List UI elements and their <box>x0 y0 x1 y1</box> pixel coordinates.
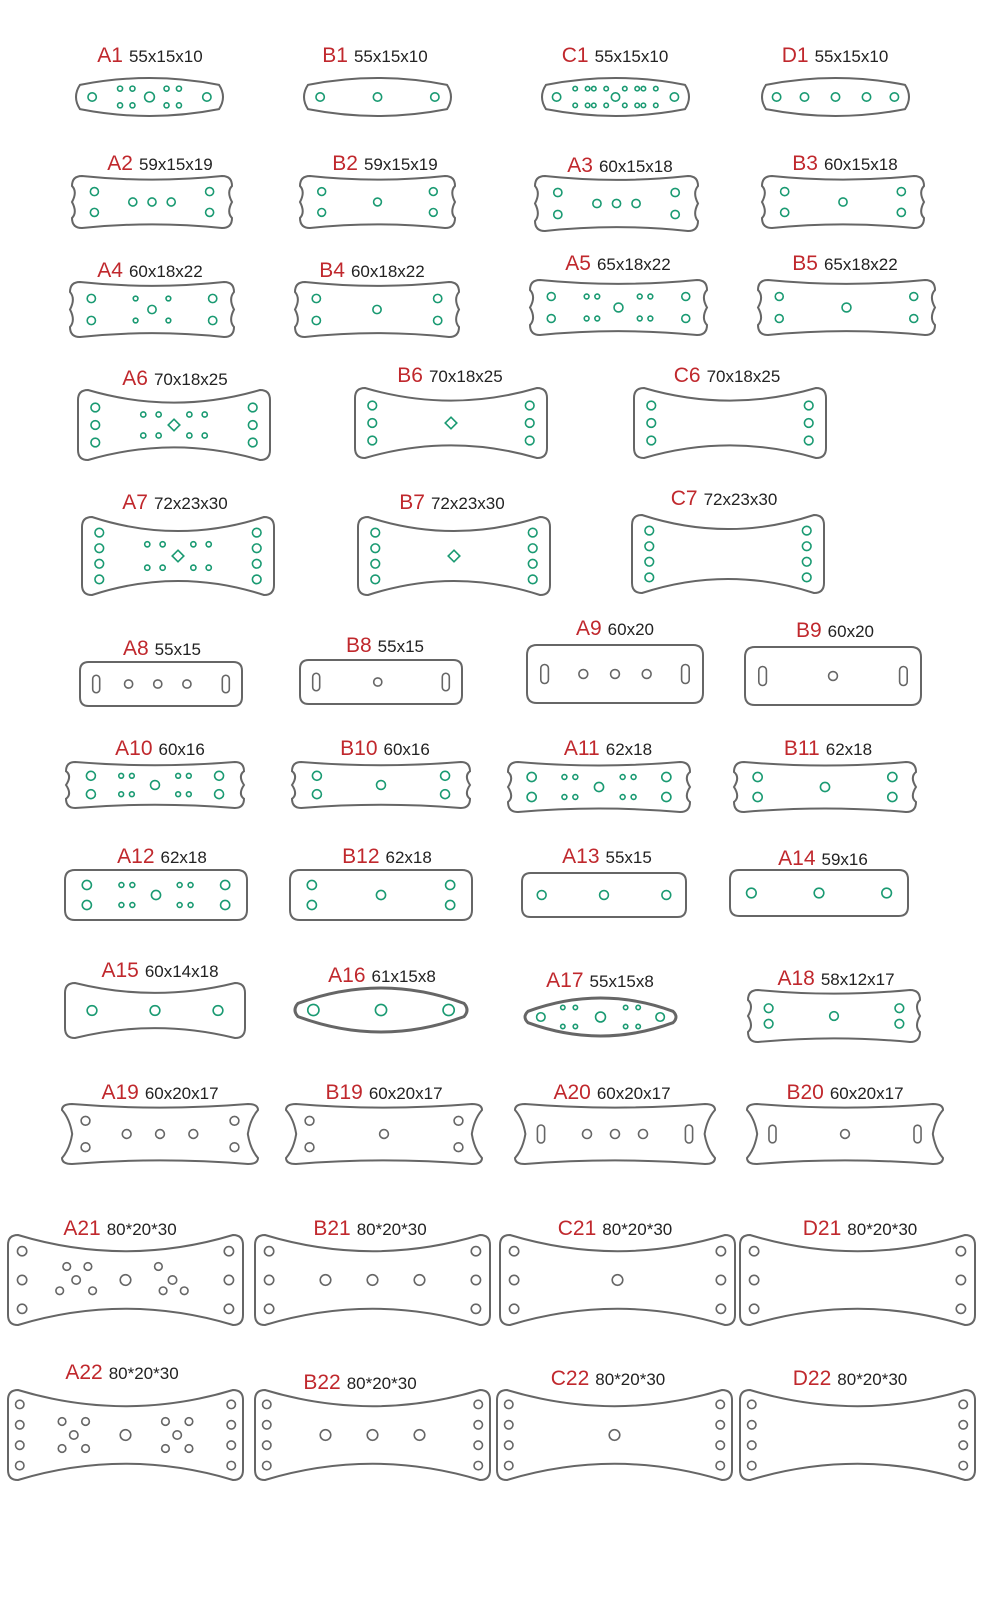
part-outline-shape <box>732 760 918 814</box>
part-dimension: 60x16 <box>383 740 430 759</box>
part-label <box>346 635 424 656</box>
part-code: B4 <box>319 259 345 282</box>
part-label <box>340 738 430 759</box>
part-code: B8 <box>345 634 372 657</box>
part-dimension: 62x18 <box>160 848 207 867</box>
part-outline-shape <box>60 1102 260 1166</box>
part-dimension: 80*20*30 <box>108 1364 179 1383</box>
part-dimension: 70x18x25 <box>706 367 781 386</box>
part-dimension: 80*20*30 <box>346 1374 417 1393</box>
part-code: B6 <box>397 364 423 387</box>
part-dimension: 70x18x25 <box>153 370 228 389</box>
part-code: B10 <box>340 737 378 760</box>
part-code: D21 <box>802 1217 842 1240</box>
part-outline <box>734 762 916 812</box>
part-label <box>792 153 897 174</box>
part-dimension: 55x15 <box>605 848 652 867</box>
part-outline <box>748 990 920 1042</box>
part-outline-shape <box>743 645 923 707</box>
part-dimension: 80*20*30 <box>595 1370 666 1389</box>
part-code: C21 <box>557 1217 597 1240</box>
part-dimension: 72x23x30 <box>153 494 228 513</box>
part-code: A8 <box>122 637 149 660</box>
part-dimension: 55x15x10 <box>353 47 428 66</box>
part-outline <box>8 1390 243 1480</box>
part-outline <box>740 1235 975 1325</box>
part-outline-shape <box>728 868 910 918</box>
part-outline <box>80 662 242 706</box>
part-outline <box>535 176 698 231</box>
part-code: B9 <box>795 619 822 642</box>
part-outline-shape <box>290 760 472 810</box>
part-label <box>115 738 205 759</box>
part-label <box>551 1368 666 1389</box>
part-outline <box>8 1235 243 1325</box>
part-outline <box>762 78 909 116</box>
part-outline <box>255 1390 490 1480</box>
part-label <box>562 45 669 66</box>
part-outline-shape <box>520 996 681 1038</box>
part-outline <box>497 1390 732 1480</box>
part-code: A19 <box>101 1081 139 1104</box>
part-outline-shape <box>533 174 700 233</box>
part-code: A7 <box>122 491 148 514</box>
part-dimension: 55x15x8 <box>589 972 654 991</box>
part-dimension: 59x15x19 <box>363 155 438 174</box>
part-outline <box>508 762 690 812</box>
part-label <box>122 368 227 389</box>
part-code: A18 <box>777 967 815 990</box>
part-dimension: 60x18x22 <box>128 262 203 281</box>
part-label <box>567 155 672 176</box>
part-dimension: 80*20*30 <box>602 1220 673 1239</box>
part-outline-shape <box>298 658 464 706</box>
part-code: C6 <box>673 364 701 387</box>
part-outline-shape <box>63 981 247 1040</box>
part-label <box>101 1082 218 1103</box>
part-dimension: 55x15x10 <box>594 47 669 66</box>
part-code: A17 <box>546 969 584 992</box>
part-outline-shape <box>528 278 709 337</box>
part-code: A22 <box>65 1361 103 1384</box>
part-dimension: 60x14x18 <box>144 962 219 981</box>
part-outline-shape <box>70 174 234 230</box>
part-outline <box>82 517 274 595</box>
part-outline <box>72 176 232 228</box>
part-outline-shape <box>70 76 229 118</box>
part-outline <box>76 78 223 116</box>
part-dimension: 60x15x18 <box>823 155 898 174</box>
part-outline <box>62 1104 258 1164</box>
part-label <box>342 846 432 867</box>
part-code: B12 <box>342 845 380 868</box>
part-dimension: 80*20*30 <box>356 1220 427 1239</box>
part-label <box>328 965 436 986</box>
part-dimension: 72x23x30 <box>703 490 778 509</box>
part-code: B11 <box>783 737 820 760</box>
part-label <box>792 253 897 274</box>
part-code: B2 <box>332 152 358 175</box>
part-dimension: 60x20 <box>827 622 875 641</box>
part-code: A6 <box>122 367 148 390</box>
part-outline-shape <box>80 515 276 597</box>
part-code: C22 <box>550 1367 590 1390</box>
part-dimension: 62x18 <box>385 848 432 867</box>
part-outline <box>758 280 935 335</box>
part-outline <box>286 1104 482 1164</box>
part-code: A3 <box>567 154 593 177</box>
part-outline <box>542 78 689 116</box>
part-dimension: 59x16 <box>821 850 868 869</box>
part-dimension: 62x18 <box>605 740 653 759</box>
part-dimension: 60x20x17 <box>829 1084 904 1103</box>
part-label <box>565 253 670 274</box>
part-outline-shape <box>738 1233 977 1327</box>
part-label <box>796 620 874 641</box>
part-outline-shape <box>756 76 915 118</box>
part-dimension: 55x15x10 <box>814 47 889 66</box>
part-code: A4 <box>97 259 123 282</box>
part-label <box>65 1362 178 1383</box>
part-outline-shape <box>632 386 828 460</box>
part-code: A12 <box>117 845 155 868</box>
part-outline <box>358 517 550 595</box>
part-outline <box>355 388 547 458</box>
part-outline <box>745 647 921 705</box>
part-code: A16 <box>328 964 366 987</box>
part-outline-shape <box>253 1388 492 1482</box>
part-code: A11 <box>563 737 600 760</box>
part-label <box>671 488 778 509</box>
part-dimension: 60x20x17 <box>596 1084 671 1103</box>
part-label <box>97 260 202 281</box>
part-outline-shape <box>760 174 926 230</box>
part-outline <box>292 762 470 808</box>
part-dimension: 61x15x8 <box>371 967 436 986</box>
part-code: D1 <box>781 44 809 67</box>
part-code: A1 <box>97 44 123 67</box>
part-outline <box>762 176 924 228</box>
part-code: D22 <box>792 1367 832 1390</box>
part-outline-shape <box>6 1388 245 1482</box>
part-dimension: 60x16 <box>158 740 205 759</box>
part-label <box>546 970 654 991</box>
part-dimension: 70x18x25 <box>428 367 503 386</box>
part-label <box>122 492 227 513</box>
part-code: B21 <box>313 1217 351 1240</box>
part-label <box>97 45 202 66</box>
part-outline-shape <box>756 278 937 337</box>
part-label <box>674 365 781 386</box>
part-code: A9 <box>575 617 602 640</box>
part-code: B22 <box>303 1371 341 1394</box>
part-code: B1 <box>322 44 348 67</box>
part-outline <box>740 1390 975 1480</box>
part-code: B3 <box>792 152 818 175</box>
part-outline-shape <box>64 760 246 810</box>
part-outline <box>634 388 826 458</box>
part-outline-shape <box>63 868 249 922</box>
part-label <box>784 738 872 759</box>
part-label <box>101 960 218 981</box>
part-outline-shape <box>520 871 688 919</box>
part-outline-shape <box>290 986 472 1034</box>
part-outline-shape <box>738 1388 977 1482</box>
part-outline <box>525 998 676 1036</box>
part-outline <box>304 78 451 116</box>
part-code: A21 <box>63 1217 101 1240</box>
part-code: B5 <box>792 252 818 275</box>
part-outline <box>290 870 472 920</box>
part-label <box>562 846 652 867</box>
part-outline-shape <box>745 1102 945 1166</box>
part-outline-shape <box>506 760 692 814</box>
part-label <box>325 1082 442 1103</box>
part-label <box>576 618 654 639</box>
part-dimension: 60x20x17 <box>144 1084 219 1103</box>
part-label <box>777 968 894 989</box>
part-code: B7 <box>399 491 425 514</box>
part-dimension: 59x15x19 <box>138 155 213 174</box>
part-label <box>793 1368 908 1389</box>
part-outline-shape <box>495 1388 734 1482</box>
part-outline-shape <box>76 388 272 462</box>
part-outline <box>527 645 703 703</box>
part-dimension: 65x18x22 <box>596 255 671 274</box>
part-outline-shape <box>630 513 826 595</box>
part-outline-shape <box>513 1102 717 1166</box>
part-outline <box>530 280 707 335</box>
part-label <box>564 738 652 759</box>
part-dimension: 58x12x17 <box>820 970 895 989</box>
part-code: C1 <box>561 44 589 67</box>
part-dimension: 72x23x30 <box>430 494 505 513</box>
part-code: A2 <box>107 152 133 175</box>
part-outline-shape <box>525 643 705 705</box>
part-outline <box>78 390 270 460</box>
part-outline-shape <box>284 1102 484 1166</box>
part-label <box>123 638 201 659</box>
part-outline-shape <box>288 868 474 922</box>
part-code: A10 <box>115 737 153 760</box>
part-outline <box>65 983 245 1038</box>
part-outline <box>255 1235 490 1325</box>
part-outline-shape <box>298 76 457 118</box>
part-code: B19 <box>325 1081 363 1104</box>
part-label <box>332 153 437 174</box>
part-dimension: 65x18x22 <box>823 255 898 274</box>
part-outline-shape <box>253 1233 492 1327</box>
part-outline-shape <box>6 1233 245 1327</box>
part-dimension: 60x18x22 <box>350 262 425 281</box>
part-outline-shape <box>78 660 244 708</box>
part-label <box>107 153 212 174</box>
part-label <box>117 846 207 867</box>
part-outline <box>300 660 462 704</box>
part-code: B20 <box>786 1081 824 1104</box>
part-dimension: 80*20*30 <box>106 1220 177 1239</box>
part-outline-shape <box>746 988 922 1044</box>
part-outline <box>295 282 459 337</box>
part-label <box>399 492 504 513</box>
part-outline <box>632 515 824 593</box>
part-outline <box>66 762 244 808</box>
part-dimension: 80*20*30 <box>837 1370 908 1389</box>
part-label <box>397 365 502 386</box>
part-label <box>319 260 424 281</box>
part-outline <box>65 870 247 920</box>
part-label <box>553 1082 670 1103</box>
part-label <box>782 45 889 66</box>
part-outline-shape <box>293 280 461 339</box>
part-outline <box>295 988 467 1032</box>
part-outline-shape <box>353 386 549 460</box>
part-dimension: 60x20 <box>607 620 655 639</box>
part-code: A20 <box>553 1081 591 1104</box>
part-code: A14 <box>778 847 816 870</box>
part-dimension: 60x15x18 <box>598 157 673 176</box>
part-dimension: 80*20*30 <box>847 1220 918 1239</box>
part-label <box>786 1082 903 1103</box>
part-dimension: 60x20x17 <box>368 1084 443 1103</box>
part-label <box>322 45 427 66</box>
part-outline-shape <box>498 1233 737 1327</box>
part-dimension: 55x15 <box>154 640 202 659</box>
part-outline-shape <box>536 76 695 118</box>
part-outline <box>300 176 455 228</box>
part-code: A5 <box>565 252 591 275</box>
part-code: A15 <box>101 959 139 982</box>
part-dimension: 55x15x10 <box>128 47 203 66</box>
part-outline-shape <box>68 280 236 339</box>
part-outline-shape <box>298 174 457 230</box>
part-outline-shape <box>356 515 552 597</box>
part-code: C7 <box>670 487 698 510</box>
part-code: A13 <box>562 845 600 868</box>
part-dimension: 62x18 <box>825 740 873 759</box>
part-label <box>778 848 868 869</box>
part-outline <box>70 282 234 337</box>
part-outline <box>500 1235 735 1325</box>
part-dimension: 55x15 <box>377 637 425 656</box>
